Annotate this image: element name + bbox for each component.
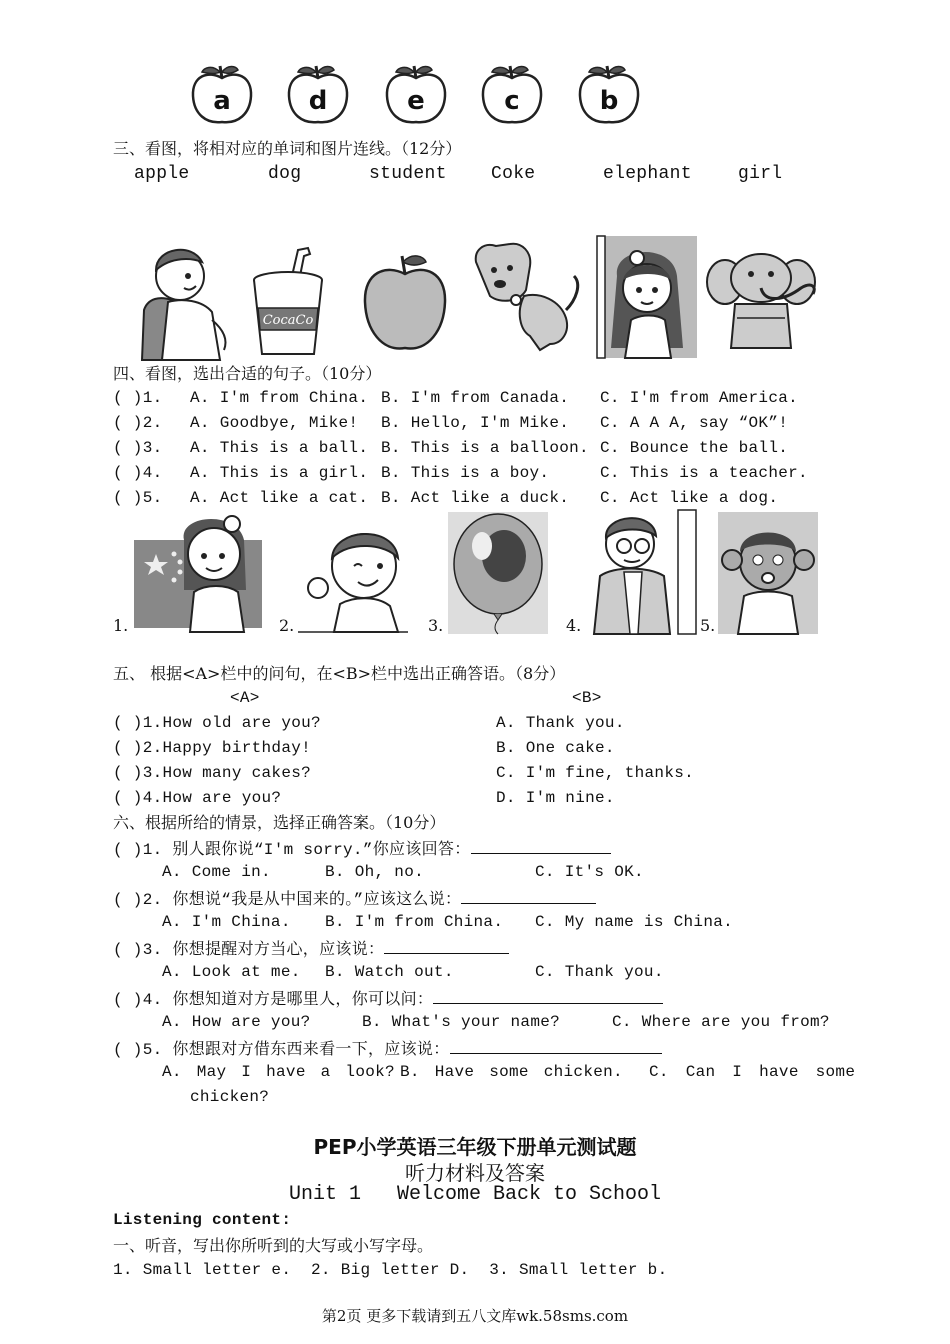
- sec5-question-3: ( )3.How many cakes?: [113, 764, 312, 782]
- apple-icon-5: [577, 64, 641, 126]
- sec6-question-text: ( )1. 别人跟你说“I'm sorry.”你应该回答：: [113, 841, 471, 859]
- option-b: B. I'm from Canada.: [381, 389, 570, 407]
- apple-icon-1: [190, 64, 254, 126]
- page-footer: 第2页 更多下载请到五八文库wk.58sms.com: [321, 1307, 629, 1325]
- china-girl-picture: [134, 510, 262, 632]
- sec3-word-coke: Coke: [491, 164, 536, 184]
- option-c: C. I'm from America.: [600, 389, 799, 407]
- sec3-word-girl: girl: [738, 164, 783, 184]
- sec5-question-2: ( )2.Happy birthday!: [113, 739, 312, 757]
- option-b: B. This is a balloon.: [381, 439, 589, 457]
- sec6-q5-option-c-wrap: chicken?: [190, 1088, 270, 1106]
- sec6-q1-option-a: A. Come in.: [162, 863, 271, 881]
- option-b: B. This is a boy.: [381, 464, 550, 482]
- sec5-question-1: ( )1.How old are you?: [113, 714, 321, 732]
- listening-section-1-heading: 一、听音，写出你所听到的大写或小写字母。: [113, 1236, 434, 1255]
- sec6-q5-option-a: A. May I have a look?: [162, 1063, 395, 1081]
- option-a: A. Goodbye, Mike!: [190, 414, 359, 432]
- apple-icon-2: [286, 64, 350, 126]
- sec6-q2-option-c: C. My name is China.: [535, 913, 734, 931]
- answer-blank[interactable]: [384, 935, 509, 954]
- listening-label: Listening content:: [113, 1211, 292, 1229]
- sec6-q1-option-c: C. It's OK.: [535, 863, 644, 881]
- sec6-q4-option-b: B. What's your name?: [362, 1013, 561, 1031]
- picture-number-5: 5.: [700, 616, 716, 635]
- sec5-answer-a: A. Thank you.: [496, 714, 625, 732]
- sec6-q4-option-c: C. Where are you from?: [612, 1013, 830, 1031]
- page-title: PEP小学英语三年级下册单元测试题: [313, 1135, 637, 1159]
- sec5-answer-b: B. One cake.: [496, 739, 615, 757]
- unit-title: Unit 1 Welcome Back to School: [288, 1183, 662, 1206]
- sec6-question-5: [113, 1035, 662, 1060]
- sec6-q3-option-c: C. Thank you.: [535, 963, 664, 981]
- sec6-question-3: [113, 935, 509, 960]
- answer-bracket[interactable]: ( )2.: [113, 414, 163, 432]
- sec3-word-elephant: elephant: [603, 164, 692, 184]
- sec3-word-apple: apple: [134, 164, 190, 184]
- sec6-question-1: [113, 835, 611, 860]
- sec6-question-text: ( )5. 你想跟对方借东西来看一下，应该说：: [113, 1041, 450, 1059]
- sec6-question-2: [113, 885, 596, 910]
- option-b: B. Act like a duck.: [381, 489, 570, 507]
- teacher-picture: [584, 510, 696, 634]
- picture-number-1: 1.: [113, 616, 129, 635]
- apple-letter: e: [407, 86, 425, 116]
- picture-number-3: 3.: [428, 616, 444, 635]
- section-6-heading: 六、根据所给的情景，选择正确答案。（10分）: [113, 813, 446, 832]
- boy-ok-picture: [294, 518, 412, 632]
- sec3-word-student: student: [369, 164, 447, 184]
- option-a: A. I'm from China.: [190, 389, 369, 407]
- option-b: B. Hello, I'm Mike.: [381, 414, 570, 432]
- sec6-q4-option-a: A. How are you?: [162, 1013, 311, 1031]
- picture-number-4: 4.: [566, 616, 582, 635]
- sec6-q5-option-b: B. Have some chicken.: [400, 1063, 623, 1081]
- option-a: A. This is a ball.: [190, 439, 369, 457]
- option-c: C. This is a teacher.: [600, 464, 808, 482]
- sec6-question-text: ( )3. 你想提醒对方当心，应该说：: [113, 941, 385, 959]
- answer-bracket[interactable]: ( )4.: [113, 464, 163, 482]
- apple-icon-3: [384, 64, 448, 126]
- picture-number-2: 2.: [279, 616, 295, 635]
- sec6-q2-option-b: B. I'm from China.: [325, 913, 504, 931]
- balloon-picture: [448, 512, 548, 634]
- option-c: C. A A A, say “OK”!: [600, 414, 789, 432]
- sec6-q5-option-c: C. Can I have some: [649, 1063, 856, 1081]
- apple-letter: c: [504, 86, 520, 116]
- option-a: A. Act like a cat.: [190, 489, 369, 507]
- boy-hands-ears-picture: [718, 512, 818, 634]
- section-5-heading: 五、 根据<A>栏中的问句，在<B>栏中选出正确答语。（8分）: [113, 664, 566, 683]
- answer-blank[interactable]: [433, 985, 663, 1004]
- option-a: A. This is a girl.: [190, 464, 369, 482]
- apple-picture: [362, 252, 448, 354]
- sec6-q3-option-a: A. Look at me.: [162, 963, 301, 981]
- svg-text:CocaCo: CocaCo: [262, 313, 314, 328]
- dog-picture: [470, 240, 588, 358]
- option-c: C. Bounce the ball.: [600, 439, 789, 457]
- sec5-question-4: ( )4.How are you?: [113, 789, 282, 807]
- answer-bracket[interactable]: ( )5.: [113, 489, 163, 507]
- coke-cup-picture: [248, 246, 328, 358]
- apple-letter: a: [213, 86, 231, 116]
- column-a-header: <A>: [230, 689, 260, 707]
- listening-line-1: 1. Small letter e. 2. Big letter D. 3. Small letter b.: [113, 1261, 668, 1279]
- answer-blank[interactable]: [461, 885, 596, 904]
- answer-blank[interactable]: [471, 835, 611, 854]
- section-3-heading: 三、看图，将相对应的单词和图片连线。（12分）: [113, 139, 462, 158]
- sec3-word-dog: dog: [268, 164, 302, 184]
- section-4-heading: 四、看图，选出合适的句子。（10分）: [113, 364, 382, 383]
- apple-icon-4: [480, 64, 544, 126]
- sec6-question-text: ( )2. 你想说“我是从中国来的。”应该这么说：: [113, 891, 462, 909]
- sec5-answer-d: D. I'm nine.: [496, 789, 615, 807]
- sec6-q3-option-b: B. Watch out.: [325, 963, 454, 981]
- sec6-q2-option-a: A. I'm China.: [162, 913, 291, 931]
- answer-blank[interactable]: [450, 1035, 662, 1054]
- apple-letter: b: [599, 86, 619, 116]
- sec6-question-text: ( )4. 你想知道对方是哪里人，你可以问：: [113, 991, 434, 1009]
- option-c: C. Act like a dog.: [600, 489, 779, 507]
- elephant-picture: [705, 248, 827, 352]
- sec5-answer-c: C. I'm fine, thanks.: [496, 764, 695, 782]
- sec6-q1-option-b: B. Oh, no.: [325, 863, 425, 881]
- answer-bracket[interactable]: ( )1.: [113, 389, 163, 407]
- column-b-header: <B>: [572, 689, 602, 707]
- student-boy-picture: [132, 240, 232, 360]
- sec6-question-4: [113, 985, 663, 1010]
- apple-letter: d: [308, 86, 328, 116]
- page-subtitle: 听力材料及答案: [405, 1161, 545, 1185]
- answer-bracket[interactable]: ( )3.: [113, 439, 163, 457]
- girl-picture: [597, 236, 697, 358]
